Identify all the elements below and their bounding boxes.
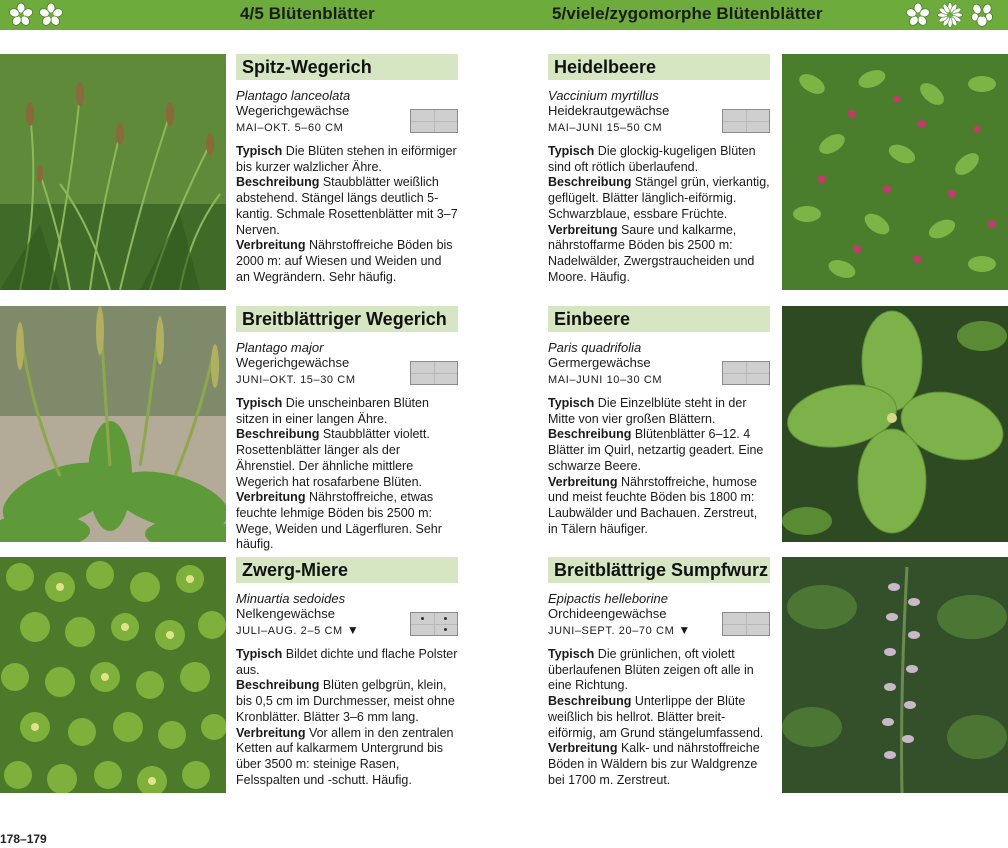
verbreitung-label: Verbreitung <box>236 725 306 740</box>
beschreibung-text: Blütenblätter 6–12. 4 Blätter im Quirl, netzartig geadert. Eine schwarze Beere. <box>548 427 764 473</box>
meta-row <box>236 621 458 637</box>
heidelbeere-photo <box>782 54 1008 290</box>
verbreitung-text: Nährstoffreiche, etwas feuchte lehmige Böden bis 2500 m: Wege, Weiden und Lägerfluren. Sehr häufig. <box>236 490 442 552</box>
typisch-text: Die unscheinbaren Blüten sitzen in einer langen Ähre. <box>236 396 429 426</box>
typisch-label: Typisch <box>236 647 283 661</box>
latin-name: Vaccinium myrtillus <box>548 88 659 103</box>
sumpfwurz-photo <box>782 557 1008 793</box>
beschreibung-label: Beschreibung <box>548 427 632 442</box>
species-name: Einbeere <box>548 306 770 332</box>
species-entry <box>548 557 770 788</box>
flowering-height: MAI–JUNI 15–50 CM <box>548 122 663 134</box>
flowering-height: MAI–OKT. 5–60 CM <box>236 122 344 134</box>
species-name: Heidelbeere <box>548 54 770 80</box>
plant-family: Wegerichgewächse <box>236 103 350 118</box>
flower-5-petal-icon <box>8 2 34 28</box>
meta-row <box>548 621 770 637</box>
verbreitung-label: Verbreitung <box>236 490 306 505</box>
left-page-title: 4/5 Blütenblätter <box>240 4 375 23</box>
species-name: Breitblättrige Sumpfwurz <box>548 557 770 583</box>
flowering-height <box>548 625 690 637</box>
verbreitung-text: Nährstoffreiche Böden bis 2000 m: auf Wiesen und Weiden und an Wegrändern. Sehr häufig. <box>236 238 453 284</box>
typisch-text: Die grünlichen, oft violett überlaufenen Blüten zeigen oft alle in eine Richtung. <box>548 647 754 693</box>
typisch-label: Typisch <box>236 144 283 158</box>
habitat-grid-icon <box>722 109 770 133</box>
meta-row <box>548 118 770 134</box>
verbreitung-label: Verbreitung <box>548 741 618 756</box>
species-name: Zwerg-Miere <box>236 557 458 583</box>
typisch-text: Die Blüten stehen in eiförmiger bis kurzer walzlicher Ähre. <box>236 144 457 174</box>
beschreibung-text: Unterlippe der Blüte weißlich bis hellrot. Blätter breit-eiförmig, am Grund stängelumfassend. <box>548 694 764 740</box>
species-entry <box>236 54 458 285</box>
rare-marker-icon: ▼ <box>678 623 691 637</box>
verbreitung-label: Verbreitung <box>236 238 306 253</box>
typisch-text: Die Einzelblüte steht in der Mitte von vier großen Blättern. <box>548 396 747 426</box>
species-entry <box>236 557 458 788</box>
species-name: Breitblättriger Wegerich <box>236 306 458 332</box>
description-text <box>548 647 770 788</box>
description-text <box>236 396 458 553</box>
typisch-label: Typisch <box>548 647 595 661</box>
habitat-grid-icon <box>410 109 458 133</box>
latin-name: Paris quadrifolia <box>548 340 642 355</box>
flower-zygomorphic-icon <box>968 2 996 28</box>
typisch-label: Typisch <box>236 396 283 410</box>
latin-name: Minuartia sedoides <box>236 591 346 606</box>
description-text <box>548 396 770 537</box>
beschreibung-text: Staubblätter violett. Rosettenblätter länger als der Ährenstiel. Der ähnliche mittlere Wegerich hat rosafarbene Blüten. <box>236 427 430 489</box>
habitat-grid-icon <box>722 361 770 385</box>
beschreibung-text: Blüten gelbgrün, klein, bis 0,5 cm im Durchmesser, meist ohne Kronblätter. Blätter 3–6 mm lang. <box>236 678 455 724</box>
habitat-grid-icon <box>410 612 458 636</box>
einbeere-photo <box>782 306 1008 542</box>
beschreibung-text: Staubblätter weißlich abstehend. Stängel längs deutlich 5-kantig. Schmale Rosettenblätter mit 3–7 Nerven. <box>236 175 458 237</box>
meta-row <box>236 118 458 134</box>
description-text <box>548 144 770 285</box>
verbreitung-text: Saure und kalkarme, nährstoffarme Böden bis 2500 m: Nadelwälder, Zwergstraucheiden und Moore. Häufig. <box>548 222 755 284</box>
latin-name: Plantago major <box>236 340 324 355</box>
beschreibung-label: Beschreibung <box>548 175 632 190</box>
typisch-label: Typisch <box>548 396 595 410</box>
header-bar <box>0 0 1008 30</box>
right-page-title: 5/viele/zygomorphe Blütenblätter <box>552 4 823 23</box>
habitat-grid-icon <box>722 612 770 636</box>
spitz-wegerich-photo <box>0 54 226 290</box>
flowering-height: MAI–JUNI 10–30 CM <box>548 374 663 386</box>
left-flower-icons <box>8 2 64 28</box>
verbreitung-label: Verbreitung <box>548 222 618 237</box>
page-numbers: 178–179 <box>0 832 47 846</box>
typisch-text: Bildet dichte und flache Polster aus. <box>236 647 458 677</box>
plant-family: Nelkengewächse <box>236 606 336 621</box>
beschreibung-text: Stängel grün, vierkantig, geflügelt. Blätter länglich-eiförmig. Schwarzblaue, essbare Früchte. <box>548 175 770 221</box>
species-entry <box>548 54 770 285</box>
typisch-text: Die glockig-kugeligen Blüten sind oft rötlich überlaufend. <box>548 144 756 174</box>
flower-5-petal-icon <box>38 2 64 28</box>
plant-family: Germergewächse <box>548 355 651 370</box>
typisch-label: Typisch <box>548 144 595 158</box>
species-entry <box>236 306 458 553</box>
description-text <box>236 647 458 788</box>
plant-family: Wegerichgewächse <box>236 355 350 370</box>
meta-row <box>236 370 458 386</box>
flower-5-petal-icon <box>904 2 932 28</box>
flowering-height <box>236 625 359 637</box>
flower-many-petal-icon <box>936 2 964 28</box>
latin-name: Epipactis helleborine <box>548 591 668 606</box>
beschreibung-label: Beschreibung <box>548 694 632 709</box>
zwerg-miere-photo <box>0 557 226 793</box>
plant-family: Orchideengewächse <box>548 606 667 621</box>
description-text <box>236 144 458 285</box>
verbreitung-text: Nährstoffreiche, humose und meist feuchte Böden bis 1800 m: Laubwälder und Bachauen. Zerstreut, in Tälern häufiger. <box>548 474 758 536</box>
flowering-height-text: JULI–AUG. 2–5 CM <box>236 625 343 637</box>
plant-family: Heidekrautgewächse <box>548 103 670 118</box>
rare-marker-icon: ▼ <box>346 623 359 637</box>
verbreitung-label: Verbreitung <box>548 474 618 489</box>
flowering-height: JUNI–OKT. 15–30 CM <box>236 374 356 386</box>
verbreitung-text: Kalk- und nährstoffreiche Böden in Wäldern bis zur Waldgrenze bei 1700 m. Zerstreut. <box>548 741 760 787</box>
beschreibung-label: Beschreibung <box>236 427 320 442</box>
breitblaettriger-wegerich-photo <box>0 306 226 542</box>
habitat-grid-icon <box>410 361 458 385</box>
latin-name: Plantago lanceolata <box>236 88 351 103</box>
beschreibung-label: Beschreibung <box>236 175 320 190</box>
meta-row <box>548 370 770 386</box>
right-flower-icons <box>904 2 996 28</box>
species-name: Spitz-Wegerich <box>236 54 458 80</box>
flowering-height-text: JUNI–SEPT. 20–70 CM <box>548 625 675 637</box>
verbreitung-text: Vor allem in den zentralen Ketten auf kalkarmem Untergrund bis über 3500 m: steinige Rasen, Felsspalten und -schutt. Häufig. <box>236 725 454 787</box>
beschreibung-label: Beschreibung <box>236 678 320 693</box>
species-entry <box>548 306 770 537</box>
